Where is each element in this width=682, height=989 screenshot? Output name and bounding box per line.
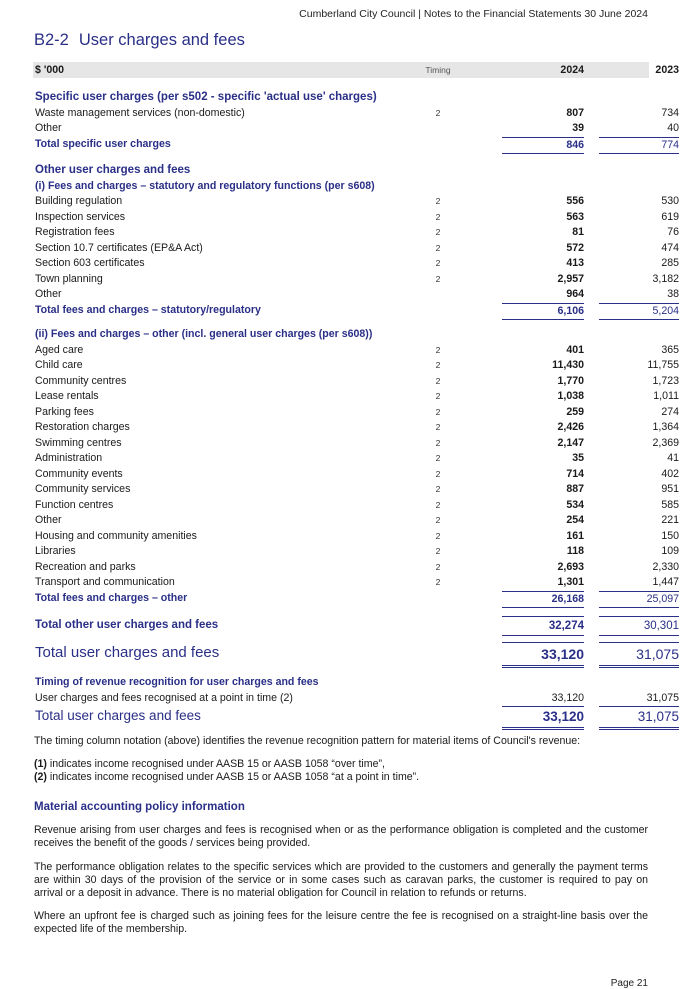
statutory-item-row	[33, 272, 679, 288]
general-item-label: Other	[35, 514, 62, 526]
general-item-row	[33, 513, 679, 529]
total-specific-label: Total specific user charges	[35, 137, 171, 150]
statutory-item-label: Building regulation	[35, 195, 123, 207]
statutory-item-row	[33, 241, 679, 257]
statutory-item-2023: 76	[667, 226, 679, 238]
general-item-row	[33, 575, 679, 591]
total-specific-2023: 774	[599, 137, 679, 155]
general-item-2024: 118	[566, 545, 584, 557]
general-item-row	[33, 405, 679, 421]
statutory-item-2023: 3,182	[652, 272, 679, 285]
policy-paragraph-3: Where an upfront fee is charged such as joining fees for the leisure centre the fee is recognised on a straight-line basis over the expected life of the membership.	[34, 910, 648, 936]
policy-paragraph-2: The performance obligation relates to the specific services which are provided to the customers and generally the payment terms are within 30 days of the provision of the service or in some cases such as caravan parks, the customer is required to pay on arrival or a deposit in advance. There is no material obligation for Council in relation to refunds or returns.	[34, 860, 648, 900]
general-item-2024: 401	[566, 343, 584, 356]
general-item-2024: 254	[566, 514, 584, 526]
general-item-timing: 2	[435, 499, 441, 510]
general-item-2023: 2,369	[652, 436, 679, 449]
year-2023-header: 2023	[655, 64, 679, 76]
general-item-label: Lease rentals	[35, 390, 99, 402]
statutory-item-2024: 2,957	[557, 272, 584, 285]
statutory-item-2024: 572	[566, 241, 584, 254]
general-charges-section	[33, 327, 679, 606]
timing-row-2024: 33,120	[551, 691, 584, 704]
statutory-item-2023: 38	[667, 288, 679, 300]
general-item-2024: 887	[566, 483, 584, 495]
general-item-2024: 2,693	[557, 560, 584, 573]
specific-item-label: Waste management services (non-domestic)	[35, 106, 245, 119]
policy-section	[34, 801, 648, 947]
section-title	[34, 31, 245, 50]
timing-heading: Timing of revenue recognition for user charges and fees	[35, 676, 319, 688]
general-item-2024: 161	[566, 529, 584, 542]
general-item-label: Function centres	[35, 498, 114, 511]
statutory-item-timing: 2	[435, 242, 441, 253]
total-other-2023: 30,301	[599, 616, 679, 636]
statutory-item-timing: 2	[435, 196, 441, 206]
total-general-2023: 25,097	[599, 591, 679, 609]
general-item-2023: 11,755	[647, 359, 679, 371]
specific-item-row	[33, 121, 679, 137]
specific-heading: Specific user charges (per s502 - specific 'actual use' charges)	[35, 91, 377, 103]
statutory-item-label: Section 603 certificates	[35, 257, 145, 269]
general-item-row	[33, 343, 679, 359]
grand-total-label: Total user charges and fees	[35, 644, 220, 661]
specific-item-2024: 39	[572, 122, 584, 134]
total-specific-2024: 846	[502, 137, 584, 155]
general-item-timing: 2	[435, 406, 441, 417]
general-item-2023: 1,447	[652, 576, 679, 588]
general-item-label: Administration	[35, 452, 103, 464]
general-item-timing: 2	[435, 422, 441, 432]
general-item-2024: 1,770	[557, 374, 584, 387]
statutory-item-2023: 474	[661, 241, 679, 254]
general-item-2024: 534	[566, 498, 584, 511]
general-item-2023: 221	[661, 514, 679, 526]
general-item-2024: 2,426	[557, 421, 584, 433]
general-item-label: Restoration charges	[35, 421, 130, 433]
statutory-item-2024: 81	[572, 226, 584, 238]
general-item-label: Child care	[35, 359, 83, 371]
general-item-timing: 2	[435, 515, 441, 525]
timing-total-label: Total user charges and fees	[35, 708, 201, 723]
general-item-timing: 2	[435, 468, 441, 479]
total-other-label: Total other user charges and fees	[35, 619, 219, 631]
general-item-2024: 11,430	[552, 359, 584, 371]
general-item-label: Transport and communication	[35, 576, 175, 588]
statutory-item-timing: 2	[435, 273, 441, 284]
section-title-text: User charges and fees	[78, 31, 245, 49]
specific-item-2023: 734	[661, 106, 679, 119]
general-item-timing: 2	[435, 453, 441, 463]
statutory-item-2024: 563	[566, 210, 584, 223]
statutory-item-2024: 413	[566, 257, 584, 269]
total-general-2024: 26,168	[502, 591, 584, 609]
general-item-row	[33, 498, 679, 514]
general-item-timing: 2	[435, 530, 441, 541]
policy-heading: Material accounting policy information	[34, 801, 245, 813]
general-item-row	[33, 358, 679, 374]
general-item-2023: 402	[661, 467, 679, 480]
general-item-2023: 150	[661, 529, 679, 542]
general-item-timing: 2	[435, 546, 441, 556]
general-item-timing: 2	[435, 577, 441, 587]
statutory-item-label: Inspection services	[35, 210, 126, 223]
specific-item-label: Other	[35, 122, 62, 134]
general-item-2023: 41	[667, 452, 679, 464]
statutory-item-label: Section 10.7 certificates (EP&A Act)	[35, 241, 203, 254]
specific-item-2024: 807	[566, 106, 584, 119]
statutory-item-label: Registration fees	[35, 226, 115, 238]
unit-label: $ '000	[35, 64, 65, 76]
general-item-label: Swimming centres	[35, 436, 122, 449]
timing-header: Timing	[425, 65, 451, 75]
general-item-2023: 585	[661, 498, 679, 511]
general-item-label: Community events	[35, 467, 123, 480]
general-item-timing: 2	[435, 561, 441, 572]
statutory-item-row	[33, 287, 679, 303]
page-number: Page 21	[610, 978, 648, 989]
specific-item-row	[33, 106, 679, 122]
general-item-2023: 2,330	[652, 560, 679, 573]
general-heading: (ii) Fees and charges – other (incl. general user charges (per s608))	[35, 328, 373, 340]
general-item-label: Parking fees	[35, 405, 94, 418]
statutory-item-row	[33, 256, 679, 272]
general-item-2024: 35	[572, 452, 584, 464]
total-statutory-2024: 6,106	[502, 303, 584, 321]
timing-row-label: User charges and fees recognised at a point in time (2)	[35, 691, 293, 704]
specific-item-timing: 2	[435, 107, 441, 118]
statutory-item-row	[33, 194, 679, 210]
general-item-label: Aged care	[35, 343, 84, 356]
statutory-item-timing: 2	[435, 258, 441, 268]
general-item-2023: 274	[661, 405, 679, 418]
general-item-timing: 2	[435, 437, 441, 448]
general-item-row	[33, 467, 679, 483]
note-2: (2) indicates income recognised under AASB 15 or AASB 1058 “at a point in time”.	[34, 771, 420, 784]
general-item-label: Libraries	[35, 545, 76, 557]
general-item-row	[33, 374, 679, 390]
grand-total-2023: 31,075	[599, 642, 679, 668]
general-item-row	[33, 389, 679, 405]
total-statutory-label: Total fees and charges – statutory/regulatory	[35, 303, 261, 316]
total-statutory-2023: 5,204	[599, 303, 679, 321]
general-item-2023: 1,011	[653, 390, 679, 402]
general-item-timing: 2	[435, 391, 441, 401]
general-item-2024: 259	[566, 405, 584, 418]
statutory-item-2023: 530	[661, 195, 679, 207]
page-header: Cumberland City Council | Notes to the Financial Statements 30 June 2024	[299, 8, 648, 20]
other-charges-section	[33, 163, 679, 318]
general-item-2023: 1,364	[652, 421, 679, 433]
general-item-row	[33, 529, 679, 545]
general-item-row	[33, 420, 679, 436]
statutory-item-label: Town planning	[35, 272, 103, 285]
total-general-label: Total fees and charges – other	[35, 591, 188, 604]
section-number: B2-2	[34, 31, 69, 49]
general-item-row	[33, 451, 679, 467]
grand-total-section	[33, 642, 679, 664]
general-item-row	[33, 482, 679, 498]
general-item-row	[33, 544, 679, 560]
general-item-row	[33, 560, 679, 576]
statutory-item-2024: 556	[566, 195, 584, 207]
policy-paragraph-1: Revenue arising from user charges and fees is recognised when or as the performance obligation is completed and the customer receives the benefit of the goods / services being provided.	[34, 824, 648, 850]
statutory-item-2024: 964	[566, 288, 584, 300]
total-other-2024: 32,274	[502, 616, 584, 636]
other-heading: Other user charges and fees	[35, 164, 191, 176]
statutory-heading: (i) Fees and charges – statutory and regulatory functions (per s608)	[35, 179, 375, 192]
statutory-item-timing: 2	[435, 227, 441, 237]
statutory-item-row	[33, 225, 679, 241]
timing-total-2024: 33,120	[502, 706, 584, 730]
general-item-timing: 2	[435, 484, 441, 494]
timing-notes	[34, 735, 648, 785]
timing-section	[33, 675, 679, 726]
statutory-item-2023: 285	[661, 257, 679, 269]
general-item-2024: 1,038	[557, 390, 584, 402]
note-1: (1) indicates income recognised under AASB 15 or AASB 1058 “over time”,	[34, 758, 385, 771]
general-item-2023: 951	[661, 483, 679, 495]
total-other-section	[33, 616, 679, 634]
year-2024-header: 2024	[560, 64, 584, 76]
general-item-2023: 1,723	[652, 374, 679, 387]
timing-total-2023: 31,075	[599, 706, 679, 730]
general-item-2024: 1,301	[557, 576, 584, 588]
timing-row-2023: 31,075	[646, 691, 679, 704]
general-item-label: Recreation and parks	[35, 560, 136, 573]
general-item-label: Community services	[35, 483, 131, 495]
general-item-2023: 365	[661, 343, 679, 356]
statutory-item-label: Other	[35, 288, 62, 300]
general-item-2024: 2,147	[557, 436, 584, 449]
general-item-label: Community centres	[35, 374, 127, 387]
general-item-timing: 2	[435, 360, 441, 370]
statutory-item-timing: 2	[435, 211, 441, 222]
statutory-item-2023: 619	[661, 210, 679, 223]
specific-item-2023: 40	[667, 122, 679, 134]
statutory-item-row	[33, 210, 679, 226]
table-header	[33, 62, 679, 78]
general-item-2024: 714	[566, 467, 584, 480]
timing-note: The timing column notation (above) identifies the revenue recognition pattern for material items of Council's revenue:	[34, 735, 581, 747]
grand-total-2024: 33,120	[502, 642, 584, 668]
general-item-timing: 2	[435, 375, 441, 386]
general-item-row	[33, 436, 679, 452]
general-item-timing: 2	[435, 344, 441, 355]
specific-charges-section	[33, 90, 679, 152]
general-item-label: Housing and community amenities	[35, 529, 197, 542]
general-item-2023: 109	[661, 545, 679, 557]
